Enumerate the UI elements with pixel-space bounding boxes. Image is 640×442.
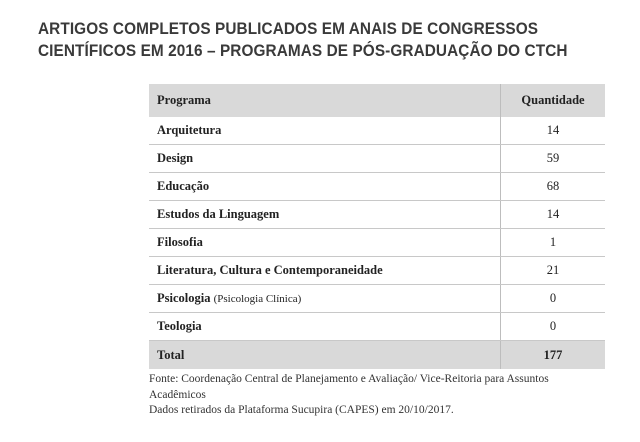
column-header-quantity: Quantidade	[501, 84, 606, 117]
program-cell: Filosofia	[149, 229, 501, 257]
quantity-cell: 1	[501, 229, 606, 257]
title-line-1: ARTIGOS COMPLETOS PUBLICADOS EM ANAIS DE CONGRESSOS	[38, 20, 539, 38]
program-cell	[149, 285, 501, 313]
program-cell: Teologia	[149, 313, 501, 341]
total-quantity: 177	[501, 341, 606, 370]
program-note: (Psicologia Clínica)	[213, 293, 302, 305]
quantity-cell: 68	[501, 173, 606, 201]
program-cell: Design	[149, 145, 501, 173]
program-cell: Arquitetura	[149, 117, 501, 145]
table-row	[149, 285, 605, 313]
page-title	[38, 18, 577, 62]
table-row	[149, 145, 605, 173]
quantity-cell: 14	[501, 201, 606, 229]
column-header-program: Programa	[149, 84, 501, 117]
table-row	[149, 257, 605, 285]
table-row	[149, 229, 605, 257]
table-row	[149, 117, 605, 145]
program-cell: Literatura, Cultura e Contemporaneidade	[149, 257, 501, 285]
title-line-2: CIENTÍFICOS EM 2016 – PROGRAMAS DE PÓS-GRADUAÇÃO DO CTCH	[38, 42, 568, 60]
program-cell: Estudos da Linguagem	[149, 201, 501, 229]
program-name: Psicologia	[157, 291, 211, 305]
total-row	[149, 341, 605, 370]
source-line-1: Fonte: Coordenação Central de Planejamento e Avaliação/ Vice-Reitoria para Assuntos	[149, 373, 549, 385]
data-table	[149, 84, 605, 369]
total-label: Total	[149, 341, 501, 370]
table-row	[149, 201, 605, 229]
source-line-2: Acadêmicos	[149, 388, 206, 401]
table-row	[149, 173, 605, 201]
source-note	[149, 372, 609, 419]
quantity-cell: 0	[501, 313, 606, 341]
table-row	[149, 313, 605, 341]
quantity-cell: 14	[501, 117, 606, 145]
source-line-3: Dados retirados da Plataforma Sucupira (CAPES) em 20/10/2017.	[149, 404, 454, 416]
table-header-row	[149, 84, 605, 117]
quantity-cell: 0	[501, 285, 606, 313]
quantity-cell: 59	[501, 145, 606, 173]
program-cell: Educação	[149, 173, 501, 201]
quantity-cell: 21	[501, 257, 606, 285]
